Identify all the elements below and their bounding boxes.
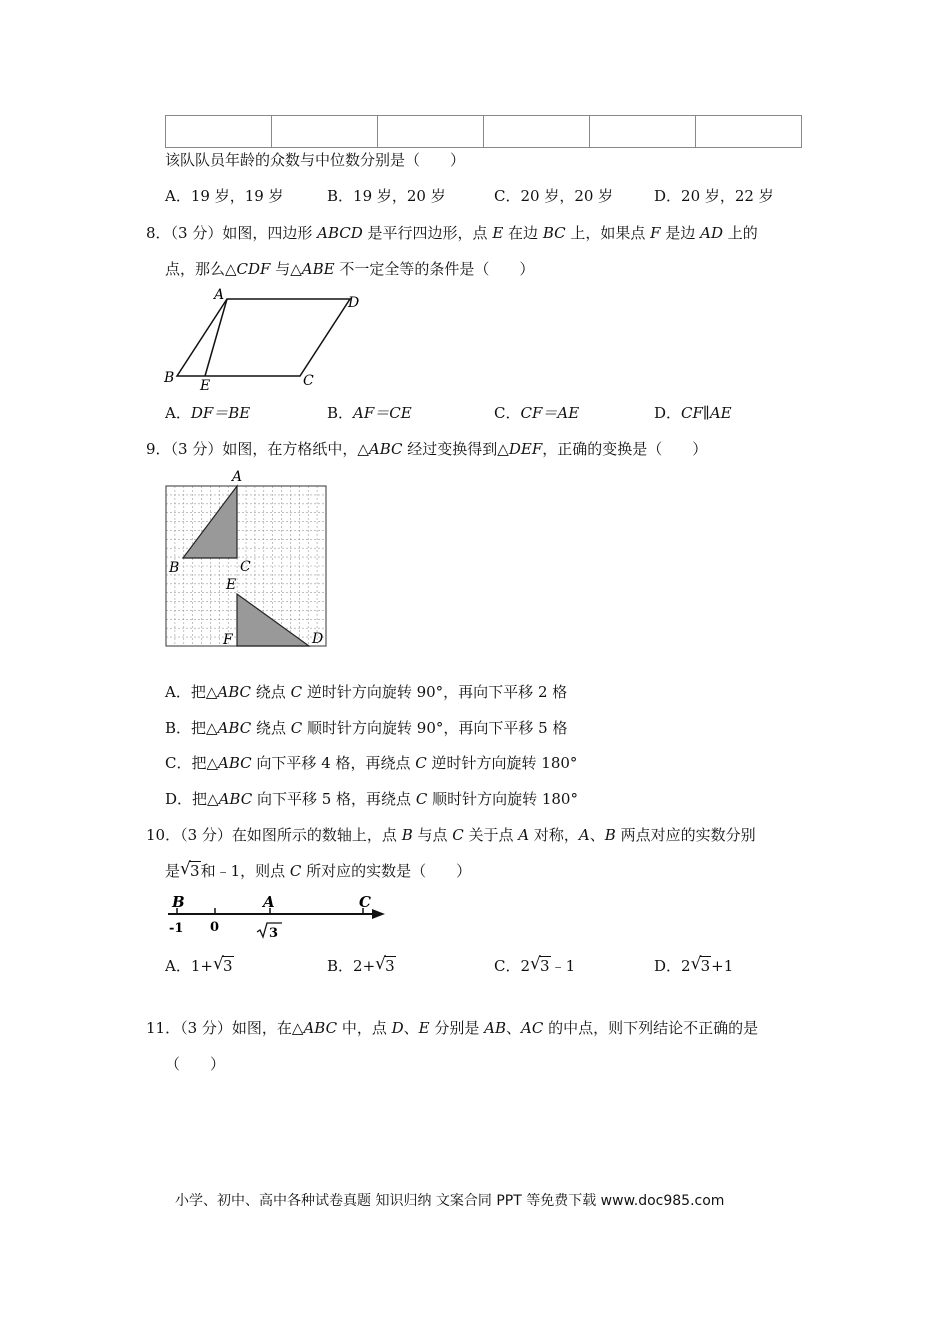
q7-option-c: C．20 岁，20 岁 (494, 187, 614, 205)
q9-number: 9． (146, 440, 171, 458)
q10-score: （3 分） (180, 826, 232, 844)
q8-option-b (327, 406, 412, 421)
text: 绕点 (251, 719, 291, 737)
segment-ae (205, 299, 227, 376)
table-cell (166, 116, 272, 148)
option-letter: C． (494, 957, 521, 975)
text: 点，那么△ (165, 260, 237, 278)
sqrt-expr (375, 954, 396, 975)
radical-icon: √ (212, 954, 224, 974)
math-var: ABC (368, 440, 403, 458)
q8-number: 8． (146, 224, 171, 242)
label-b: B (169, 560, 180, 576)
q7-stem: 该队队员年龄的众数与中位数分别是（ ） (165, 151, 466, 169)
radical-icon: √ (530, 954, 541, 974)
text: 中，点 (337, 1019, 392, 1037)
label-a: A (214, 287, 225, 303)
option-letter: D． (654, 404, 682, 422)
text: 顺时针方向旋转 180° (427, 790, 578, 808)
math-var: B (401, 826, 413, 844)
table-cell (484, 116, 590, 148)
option-expr: DF＝BE (190, 404, 251, 422)
text: 对称， (529, 826, 579, 844)
label-e: E (226, 577, 237, 593)
math-var: D (391, 1019, 404, 1037)
label-d: D (312, 631, 324, 647)
q8-stem-line1 (146, 226, 758, 241)
text: +1 (711, 957, 734, 975)
text: 在如图所示的数轴上，点 (231, 826, 402, 844)
sqrt-expr (180, 859, 201, 880)
text: 、 (403, 1019, 419, 1037)
text: 在边 (503, 224, 543, 242)
triangle-abc (183, 486, 237, 558)
q10-number: 10． (146, 826, 181, 844)
text: 2 (681, 957, 691, 975)
q11-number: 11． (146, 1019, 181, 1037)
text: 是 (165, 862, 181, 880)
text: 是边 (660, 224, 701, 242)
option-letter: B． (327, 404, 354, 422)
q8-option-a (165, 406, 250, 421)
text: 1+ (190, 957, 213, 975)
math-var: C (415, 754, 427, 772)
q10-option-b (327, 954, 396, 975)
text: 逆时针方向旋转 180° (426, 754, 578, 772)
q10-stem-line1 (146, 828, 756, 843)
math-var: C (290, 719, 303, 737)
q10-stem-line2 (165, 859, 472, 880)
text: 如图，在方格纸中，△ (222, 440, 369, 458)
option-letter: B． (327, 957, 354, 975)
option-letter: C． (494, 404, 521, 422)
label-c: C (359, 893, 371, 911)
radicand: 3 (190, 862, 200, 880)
text: 2+ (353, 957, 376, 975)
math-var: C (415, 790, 428, 808)
text: 把△ (191, 754, 219, 772)
radical-icon: √ (375, 954, 386, 974)
label-a: A (263, 893, 275, 911)
math-var: ABC (303, 1019, 338, 1037)
label-d: D (348, 295, 360, 311)
parallelogram-abcd (177, 299, 350, 376)
radical-icon: √ (180, 859, 191, 879)
text: 经过变换得到△ (402, 440, 509, 458)
radicand: 3 (540, 957, 550, 975)
text: 如图，在△ (231, 1019, 304, 1037)
label-f: F (223, 632, 233, 648)
text: 逆时针方向旋转 90°，再向下平移 2 格 (302, 683, 568, 701)
text: 把△ (190, 683, 218, 701)
text: 的中点，则下列结论不正确的是 (543, 1019, 759, 1037)
text: 、 (506, 1019, 522, 1037)
math-var: ABC (217, 719, 252, 737)
text: ，正确的变换是（ ） (542, 440, 708, 458)
text: 与点 (412, 826, 453, 844)
text: 与△ (270, 260, 302, 278)
q11-stem-line1 (146, 1021, 758, 1036)
q10-option-a (165, 954, 234, 975)
radical-icon: √ (690, 954, 702, 974)
math-var: BC (542, 224, 566, 242)
option-expr: CF∥AE (681, 404, 732, 422)
text: 2 (520, 957, 531, 975)
sqrt-expr (212, 954, 234, 975)
math-var: ABE (301, 260, 335, 278)
math-var: AC (521, 1019, 544, 1037)
option-letter: D． (654, 957, 682, 975)
text: 上的 (722, 224, 758, 242)
page-footer: 小学、初中、高中各种试卷真题 知识归纳 文案合同 PPT 等免费下载 www.doc985.com (175, 1193, 725, 1209)
text: 上，如果点 (565, 224, 651, 242)
option-letter: A． (165, 683, 191, 701)
option-letter: A． (165, 957, 191, 975)
option-expr: CF＝AE (520, 404, 580, 422)
table-cell (696, 116, 802, 148)
radicand: 3 (385, 957, 395, 975)
grid-figure (160, 465, 340, 655)
label-neg1: -1 (169, 921, 184, 936)
text: 绕点 (251, 683, 291, 701)
text: 分别是 (429, 1019, 485, 1037)
q9-option-d (165, 792, 578, 807)
number-line-figure (160, 888, 400, 946)
math-var: E (492, 224, 504, 242)
q8-option-c (494, 406, 579, 421)
table-cell (272, 116, 378, 148)
math-var: B (604, 826, 616, 844)
sqrt-expr (690, 954, 712, 975)
text: 向下平移 4 格，再绕点 (251, 754, 416, 772)
math-var: CDF (236, 260, 271, 278)
arrow-head-icon (372, 909, 385, 919)
label-b: B (172, 893, 185, 911)
q11-stem-line2: （ ） (165, 1055, 226, 1073)
q8-option-d (654, 406, 732, 421)
age-table (165, 115, 802, 148)
table-row (166, 116, 802, 148)
q9-score: （3 分） (170, 440, 223, 458)
label-c: C (303, 373, 314, 389)
math-var: DEF (508, 440, 543, 458)
q11-score: （3 分） (180, 1019, 232, 1037)
label-c: C (240, 559, 251, 575)
radicand: 3 (700, 957, 711, 975)
sqrt-expr (530, 954, 551, 975)
q9-option-b (165, 721, 567, 736)
option-expr: AF＝CE (353, 404, 412, 422)
math-var: AB (484, 1019, 507, 1037)
math-var: ABC (217, 683, 252, 701)
math-var: A (578, 826, 590, 844)
q7-option-b: B．19 岁，20 岁 (327, 187, 446, 205)
math-var: ABCD (317, 224, 363, 242)
math-var: C (452, 826, 464, 844)
table-cell (590, 116, 696, 148)
q10-option-d (654, 954, 734, 975)
math-var: ABC (218, 754, 252, 772)
math-var: C (289, 862, 302, 880)
text: 所对应的实数是（ ） (301, 862, 472, 880)
text: 不一定全等的条件是（ ） (334, 260, 535, 278)
label-e: E (200, 378, 211, 394)
q9-option-a (165, 685, 567, 700)
option-letter: D． (165, 790, 193, 808)
option-letter: A． (165, 404, 191, 422)
text: 、 (589, 826, 605, 844)
label-sqrt3: 3 (269, 926, 279, 941)
q7-option-d: D．20 岁，22 岁 (654, 187, 774, 205)
q7-option-a: A．19 岁，19 岁 (165, 187, 284, 205)
q10-option-c (494, 954, 576, 975)
text: 顺时针方向旋转 90°，再向下平移 5 格 (302, 719, 568, 737)
text: 把△ (191, 719, 218, 737)
text: 关于点 (463, 826, 519, 844)
q8-stem-line2 (165, 262, 534, 277)
text: 向下平移 5 格，再绕点 (252, 790, 416, 808)
label-zero: 0 (210, 920, 220, 935)
math-var: ABC (218, 790, 253, 808)
text: 是平行四边形，点 (362, 224, 493, 242)
q8-score: （3 分） (170, 224, 223, 242)
label-a: A (232, 469, 243, 485)
text: 和﹣1，则点 (200, 862, 290, 880)
q9-stem (146, 442, 707, 457)
option-letter: C． (165, 754, 192, 772)
math-var: C (290, 683, 303, 701)
math-var: A (518, 826, 530, 844)
radicand: 3 (222, 957, 233, 975)
math-var: F (650, 224, 661, 242)
q9-option-c (165, 756, 577, 771)
option-letter: B． (165, 719, 192, 737)
math-var: E (418, 1019, 430, 1037)
parallelogram-figure (160, 285, 370, 395)
text: ﹣1 (550, 957, 576, 975)
text: 如图，四边形 (222, 224, 318, 242)
math-var: AD (700, 224, 723, 242)
label-b: B (164, 370, 175, 386)
text: 两点对应的实数分别 (615, 826, 756, 844)
table-cell (378, 116, 484, 148)
text: 把△ (192, 790, 219, 808)
